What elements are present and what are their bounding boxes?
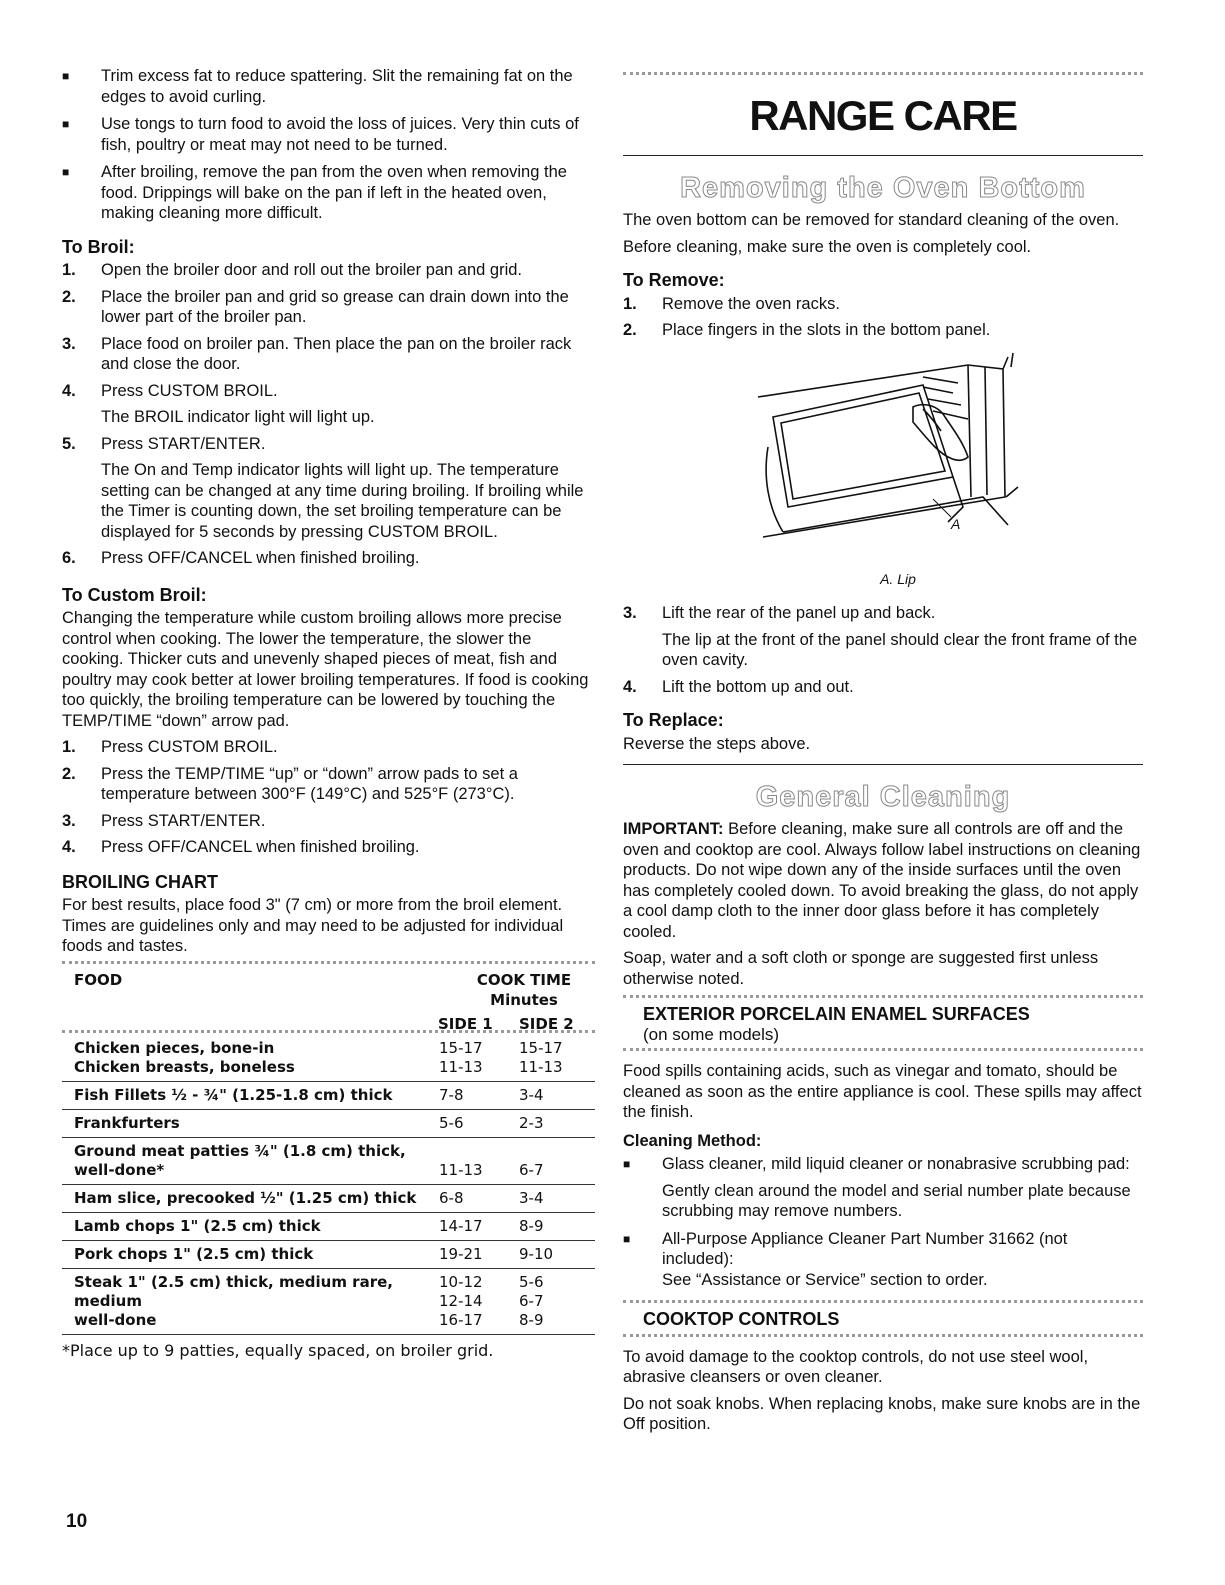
removing-bottom-heading: Removing the Oven Bottom — [680, 172, 1086, 204]
general-cleaning-heading: General Cleaning — [755, 781, 1011, 813]
to-broil-heading: To Broil: — [62, 236, 135, 257]
list-item: 2. Place the broiler pan and grid so grease can drain down into the lower part of the broiler pan. — [62, 287, 569, 326]
divider — [623, 155, 1143, 156]
side2-time: 5-6 6-7 8-9 — [519, 1272, 544, 1329]
figure-label-a: A — [951, 515, 961, 532]
table-row — [62, 1241, 595, 1269]
to-remove-heading: To Remove: — [623, 270, 725, 290]
table-row — [62, 1213, 595, 1241]
general-p2: Soap, water and a soft cloth or sponge are suggested first unless otherwise noted. — [623, 949, 1099, 988]
column-header-cook-time: COOK TIME — [476, 970, 572, 989]
removing-p1: The oven bottom can be removed for standard cleaning of the oven. — [623, 211, 1120, 229]
to-broil-steps — [62, 260, 595, 569]
side2-time: 8-9 — [519, 1216, 544, 1235]
exterior-p1: Food spills containing acids, such as vinegar and tomato, should be cleaned as soon as the entire appliance is cool. These spills may affect the finish. — [623, 1062, 1142, 1121]
food-name: Frankfurters — [74, 1113, 180, 1132]
table-row — [62, 1030, 595, 1082]
food-name: Steak 1" (2.5 cm) thick, medium rare, medium well-done — [74, 1272, 393, 1329]
list-item: 4. Press CUSTOM BROIL. The BROIL indicator light will light up. — [62, 381, 375, 426]
divider — [623, 1048, 1143, 1053]
column-header-food: FOOD — [74, 970, 123, 989]
side1-time: 10-12 12-14 16-17 — [439, 1272, 483, 1329]
to-replace-text: Reverse the steps above. — [623, 734, 811, 753]
list-item: ■ Glass cleaner, mild liquid cleaner or nonabrasive scrubbing pad: Gently clean around the model and serial number plate because scrubbing may remove numbers. — [623, 1154, 1143, 1222]
custom-broil-heading: To Custom Broil: — [62, 584, 207, 605]
cooktop-p2: Do not soak knobs. When replacing knobs, make sure knobs are in the Off position. — [623, 1394, 1141, 1433]
table-row — [62, 1185, 595, 1213]
list-item: ■ Trim excess fat to reduce spattering. Slit the remaining fat on the edges to avoid curling. — [62, 66, 595, 107]
page-number: 10 — [66, 1511, 88, 1532]
exterior-section — [623, 995, 1143, 1290]
cleaning-method-list — [623, 1154, 1143, 1290]
list-item: ■ After broiling, remove the pan from the oven when removing the food. Drippings will bake on the pan if left in the heated oven, making cleaning more difficult. — [62, 162, 595, 224]
side2-time: 9-10 — [519, 1244, 554, 1263]
broiling-chart-table — [62, 961, 595, 1362]
food-name: Fish Fillets ½ - ¾" (1.25-1.8 cm) thick — [74, 1085, 393, 1104]
side2-time: 15-17 11-13 — [519, 1038, 563, 1076]
list-item: ■ Use tongs to turn food to avoid the loss of juices. Very thin cuts of fish, poultry or meat may not need to be turned. — [62, 114, 595, 155]
removing-p2: Before cleaning, make sure the oven is completely cool. — [623, 237, 1032, 256]
list-item: 4. Press OFF/CANCEL when finished broiling. — [62, 838, 420, 856]
table-footnote: *Place up to 9 patties, equally spaced, on broiler grid. — [62, 1340, 494, 1360]
list-item: 2. Place fingers in the slots in the bottom panel. — [623, 321, 991, 339]
side1-time: 5-6 — [439, 1113, 464, 1132]
custom-broil-steps — [62, 737, 595, 858]
food-name: Ground meat patties ¾" (1.8 cm) thick, well-done* — [74, 1141, 406, 1179]
exterior-title: EXTERIOR PORCELAIN ENAMEL SURFACES — [643, 1004, 1030, 1024]
side1-time: 15-17 11-13 — [439, 1038, 483, 1076]
list-item: 3. Press START/ENTER. — [62, 811, 266, 830]
page-title: RANGE CARE — [749, 92, 1017, 139]
broiling-chart-intro: For best results, place food 3" (7 cm) or more from the broil element. Times are guidelines only and may need to be adjusted for individual foods and tastes. — [62, 896, 564, 955]
food-name: Chicken pieces, bone-in Chicken breasts, boneless — [74, 1038, 295, 1076]
cooktop-p1: To avoid damage to the cooktop controls, do not use steel wool, abrasive cleansers or oven cleaner. — [623, 1347, 1089, 1386]
side2-time: 6-7 — [519, 1160, 544, 1179]
column-header-side1: SIDE 1 — [438, 1014, 493, 1033]
list-item: 3. Place food on broiler pan. Then place the pan on the broiler rack and close the door. — [62, 334, 572, 373]
cooktop-section — [623, 1300, 1143, 1435]
side1-time: 19-21 — [439, 1244, 483, 1263]
list-item: 1. Press CUSTOM BROIL. — [62, 738, 278, 756]
oven-bottom-illustration — [623, 347, 1143, 567]
to-remove-steps-b — [623, 603, 1143, 697]
food-name: Pork chops 1" (2.5 cm) thick — [74, 1244, 314, 1263]
to-replace-heading: To Replace: — [623, 710, 724, 730]
oven-bottom-drawing — [623, 347, 1143, 567]
list-item: 3. Lift the rear of the panel up and back. The lip at the front of the panel should clear the front frame of the oven cavity. — [623, 604, 1138, 669]
side1-time: 14-17 — [439, 1216, 483, 1235]
side1-time: 6-8 — [439, 1188, 464, 1207]
side1-time: 11-13 — [439, 1160, 483, 1179]
important-note: IMPORTANT: Before cleaning, make sure all controls are off and the oven and cooktop are cool. Always follow label instructions on cleaning products. Do not wipe down any of the inside surfaces until the oven has completely cooled down. To avoid breaking the glass, do not apply a cool damp cloth to the inner door glass before it has completely cooled. — [623, 820, 1141, 941]
to-remove-steps-a — [623, 294, 1143, 341]
side2-time: 2-3 — [519, 1113, 544, 1132]
column-header-side2: SIDE 2 — [519, 1014, 574, 1033]
table-body — [62, 1030, 595, 1335]
list-item: 2. Press the TEMP/TIME “up” or “down” arrow pads to set a temperature between 300°F (149°C) and 525°F (273°C). — [62, 764, 518, 803]
list-item: 6. Press OFF/CANCEL when finished broiling. — [62, 549, 420, 567]
list-item: 1. Remove the oven racks. — [623, 294, 840, 313]
left-column — [62, 66, 595, 1367]
list-item: ■ All-Purpose Appliance Cleaner Part Number 31662 (not included): See “Assistance or Service” section to order. — [623, 1229, 1143, 1291]
list-item: 1. Open the broiler door and roll out the broiler pan and grid. — [62, 261, 523, 279]
list-item: 5. Press START/ENTER. The On and Temp indicator lights will light up. The temperature setting can be changed at any time during broiling. If broiling while the Timer is counting down, the set broiling temperature can be displayed for 5 seconds by pressing CUSTOM BROIL. — [62, 434, 584, 541]
custom-broil-intro: Changing the temperature while custom broiling allows more precise control when cooking. The lower the temperature, the slower the cooking. Thicker cuts and unevenly shaped pieces of meat, fish and poultry may cook better at lower broiling temperatures. If food is cooking too quickly, the broiling temperature can be lowered by touching the TEMP/TIME “down” arrow pad. — [62, 609, 589, 730]
broil-tips-list — [62, 66, 595, 224]
list-item: 4. Lift the bottom up and out. — [623, 677, 854, 696]
side2-time: 3-4 — [519, 1085, 544, 1104]
table-row — [62, 1269, 595, 1335]
food-name: Ham slice, precooked ½" (1.25 cm) thick — [74, 1188, 417, 1207]
right-column — [623, 66, 1143, 1441]
food-name: Lamb chops 1" (2.5 cm) thick — [74, 1216, 321, 1235]
broiling-chart-heading: BROILING CHART — [62, 871, 218, 892]
table-row — [62, 1082, 595, 1110]
column-header-minutes: Minutes — [490, 990, 558, 1009]
table-header — [62, 966, 595, 1033]
side2-time: 3-4 — [519, 1188, 544, 1207]
exterior-subtitle: (on some models) — [643, 1024, 780, 1044]
side1-time: 7-8 — [439, 1085, 464, 1104]
cleaning-method-heading: Cleaning Method: — [623, 1131, 762, 1150]
divider — [623, 1300, 1143, 1305]
divider — [623, 1334, 1143, 1339]
figure-caption: A. Lip — [880, 570, 916, 587]
table-row — [62, 1138, 595, 1185]
table-row — [62, 1110, 595, 1138]
divider — [623, 72, 1143, 77]
divider — [623, 764, 1143, 765]
divider — [623, 995, 1143, 1000]
cooktop-title: COOKTOP CONTROLS — [643, 1309, 840, 1329]
